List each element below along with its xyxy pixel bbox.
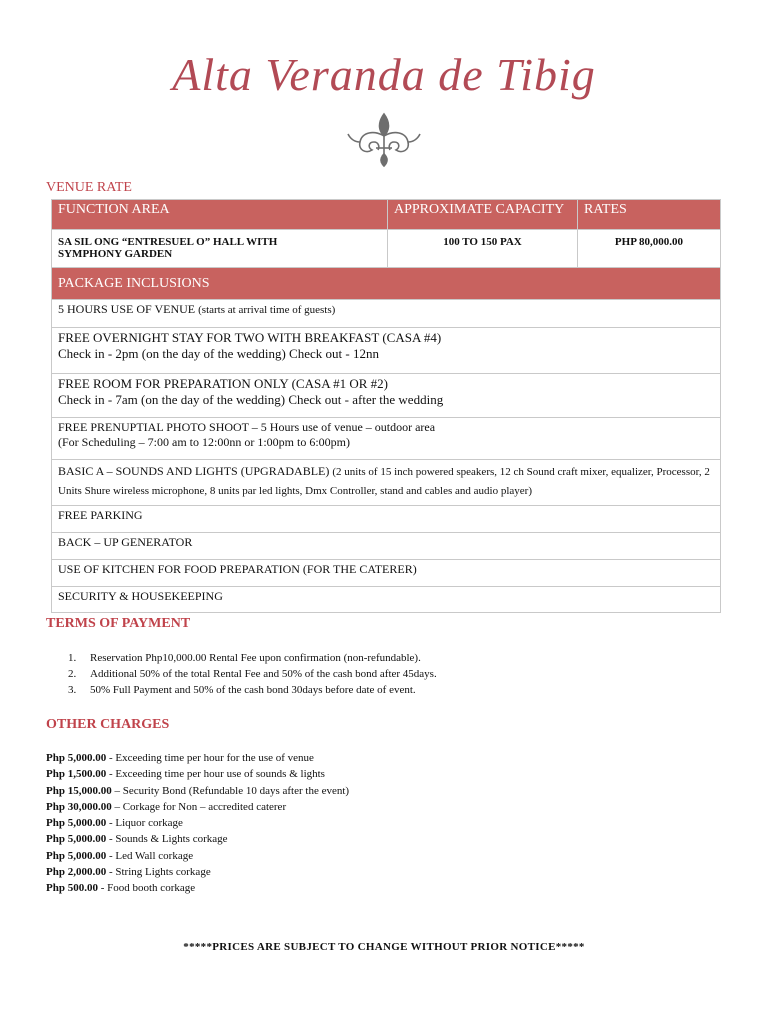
list-item: 3. 50% Full Payment and 50% of the cash bond 30days before date of event.: [68, 684, 416, 696]
list-item: Php 2,000.00 - String Lights corkage: [46, 866, 211, 879]
inclusion-detail: (For Scheduling – 7:00 am to 12:00nn or 1:00pm to 6:00pm): [58, 435, 350, 449]
function-area-line: SYMPHONY GARDEN: [58, 248, 173, 260]
list-item: Php 30,000.00 – Corkage for Non – accredited caterer: [46, 800, 287, 813]
list-item: Php 5,000.00 - Exceeding time per hour for the use of venue: [46, 752, 314, 764]
table-header-row: [52, 200, 721, 230]
function-area-line: SA SIL ONG “ENTRESUEL O” HALL WITH: [58, 236, 278, 248]
header-capacity: APPROXIMATE CAPACITY: [388, 200, 578, 230]
function-area-cell: [52, 230, 388, 268]
list-item: Php 5,000.00 - Liquor corkage: [46, 817, 183, 830]
inclusion-text: 5 HOURS USE OF VENUE: [58, 302, 199, 316]
inclusion-row: [52, 374, 721, 418]
capacity-cell: 100 TO 150 PAX: [388, 230, 578, 268]
inclusion-row: [52, 506, 721, 533]
terms-title: TERMS OF PAYMENT: [46, 616, 191, 631]
charges-list: [46, 750, 349, 897]
fleur-ornament-icon: [344, 108, 424, 170]
inclusion-row: [52, 328, 721, 374]
inclusion-note: (2 units of 15 inch powered speakers, 12 ch Sound craft mixer, equalizer, Processor, 2 Units Shure wireless microphone, 8 units par led lights, Dmx Controller, stand and cables and audio player): [58, 466, 710, 497]
rate-cell: PHP 80,000.00: [578, 230, 721, 268]
inclusion-text: USE OF KITCHEN FOR FOOD PREPARATION (FOR THE CATERER): [52, 560, 721, 587]
inclusion-detail: Check in - 7am (on the day of the wedding) Check out - after the wedding: [58, 392, 444, 407]
header-rates: RATES: [578, 200, 721, 230]
inclusion-row: [52, 460, 721, 506]
venue-rate-table: [51, 199, 721, 613]
list-item: 1. Reservation Php10,000.00 Rental Fee upon confirmation (non-refundable).: [68, 652, 421, 664]
other-charges-title: OTHER CHARGES: [46, 717, 170, 732]
inclusion-text: FREE OVERNIGHT STAY FOR TWO WITH BREAKFAST (CASA #4): [58, 330, 442, 345]
price-notice: *****PRICES ARE SUBJECT TO CHANGE WITHOUT PRIOR NOTICE*****: [183, 941, 585, 953]
logo-wordmark: Alta Veranda de Tibig: [172, 49, 596, 100]
inclusion-text: BASIC A – SOUNDS AND LIGHTS (UPGRADABLE): [58, 464, 333, 478]
inclusion-text: SECURITY & HOUSEKEEPING: [52, 587, 721, 613]
header-function-area: FUNCTION AREA: [52, 200, 388, 230]
list-item: Php 1,500.00 - Exceeding time per hour use of sounds & lights: [46, 768, 325, 781]
inclusion-note: (starts at arrival time of guests): [198, 304, 336, 316]
package-inclusions-title: PACKAGE INCLUSIONS: [52, 268, 721, 300]
inclusion-detail: Check in - 2pm (on the day of the wedding) Check out - 12nn: [58, 346, 379, 361]
inclusion-text: FREE PRENUPTIAL PHOTO SHOOT – 5 Hours use of venue – outdoor area: [58, 420, 436, 434]
list-item: 2. Additional 50% of the total Rental Fee and 50% of the cash bond after 45days.: [68, 668, 437, 680]
package-header-row: [52, 268, 721, 300]
inclusion-text: FREE PARKING: [52, 506, 721, 533]
terms-list: [68, 650, 437, 698]
list-item: Php 500.00 - Food booth corkage: [46, 882, 196, 895]
list-item: Php 5,000.00 - Led Wall corkage: [46, 849, 194, 862]
inclusion-text: BACK – UP GENERATOR: [52, 533, 721, 560]
inclusion-row: [52, 587, 721, 613]
inclusion-row: [52, 418, 721, 460]
venue-rate-title: VENUE RATE: [46, 180, 132, 195]
table-row: [52, 230, 721, 268]
inclusion-text: FREE ROOM FOR PREPARATION ONLY (CASA #1 OR #2): [58, 376, 389, 391]
inclusion-row: [52, 300, 721, 328]
list-item: Php 5,000.00 - Sounds & Lights corkage: [46, 833, 228, 846]
inclusion-row: [52, 533, 721, 560]
logo: [0, 30, 768, 160]
list-item: Php 15,000.00 – Security Bond (Refundable 10 days after the event): [46, 784, 350, 797]
inclusion-row: [52, 560, 721, 587]
